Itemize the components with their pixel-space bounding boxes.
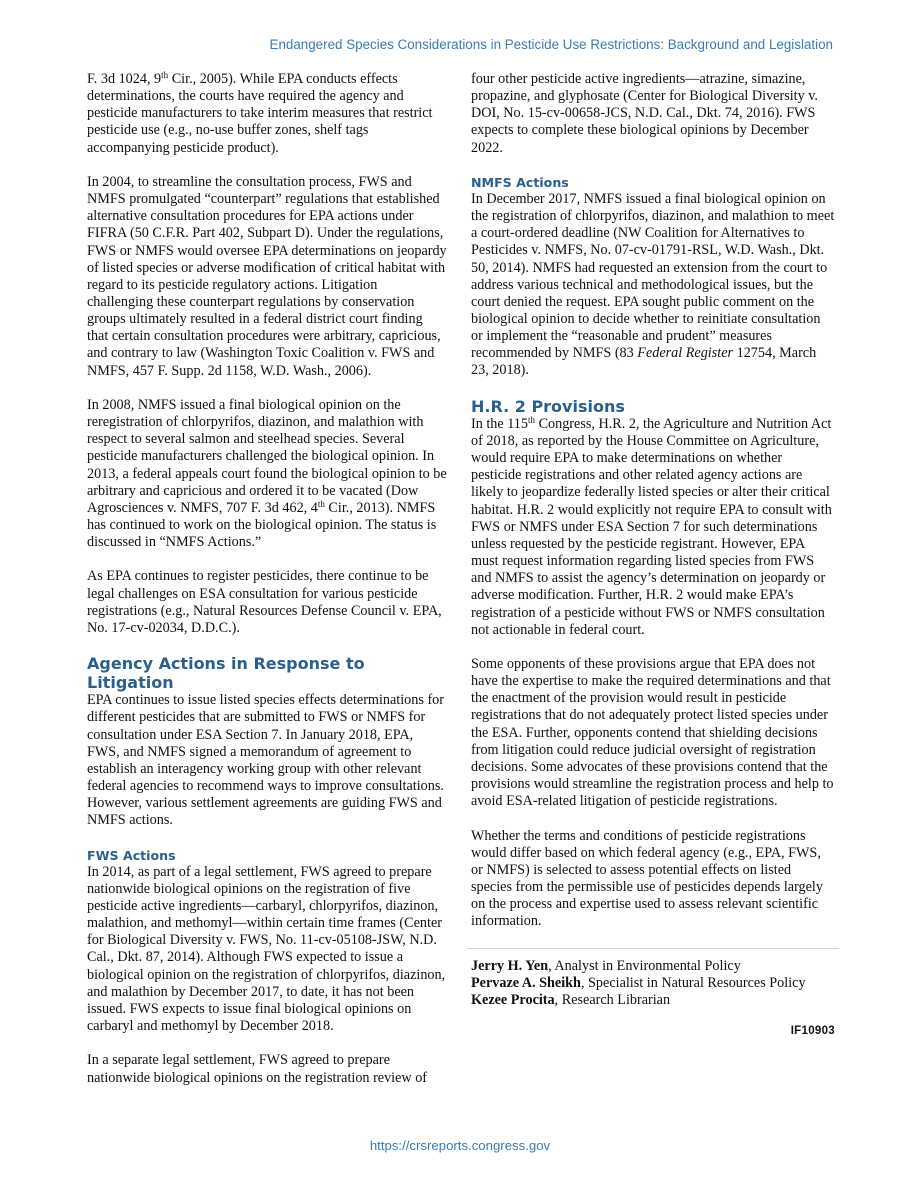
author-line: Jerry H. Yen, Analyst in Environmental Policy xyxy=(471,957,741,974)
left-column xyxy=(87,71,447,1087)
paragraph: In 2008, NMFS issued a final biological opinion on the reregistration of chlorpyrifos, diazinon, and malathion with respect to several salmon and steelhead species. Several pesticide manufacturers challenged the biological opinion. In 2013, a federal appeals court found the biological opinion to be arbitrary and capricious and ordered it to be vacated (Dow Agrosciences v. NMFS, 707 F. 3d 462, 4th Cir., 2013). NMFS has continued to work on the biological opinion. The status is discussed in “NMFS Actions.” xyxy=(87,396,447,551)
paragraph: In the 115th Congress, H.R. 2, the Agriculture and Nutrition Act of 2018, as reported by the House Committee on Agriculture, would require EPA to make determinations on whether pesticide registrations and other related agency actions are likely to jeopardize federally listed species or alter their critical habitat. H.R. 2 would explicitly not require EPA to consult with FWS or NMFS under ESA Section 7 for such determinations unless requested by the pesticide registrant. However, EPA must request information regarding listed species from FWS and NMFS to assist the agency’s determination on jeopardy or adverse modification. Further, H.R. 2 would make EPA’s registration of a pesticide without FWS or NMFS consultation not actionable in federal court. xyxy=(471,414,832,638)
author-line: Pervaze A. Sheikh, Specialist in Natural Resources Policy xyxy=(471,974,806,991)
paragraph: EPA continues to issue listed species effects determinations for different pesticides that are submitted to FWS or NMFS for consultation under ESA Section 7. In January 2018, EPA, FWS, and NMFS signed a memorandum of agreement to establish an interagency working group with other relevant federal agencies to recommend ways to improve consultations. However, various settlement agreements are guiding FWS and NMFS actions. xyxy=(87,692,444,829)
document-id: IF10903 xyxy=(790,1025,835,1038)
footer-link[interactable]: https://crsreports.congress.gov xyxy=(369,1138,551,1153)
subsection-heading-nmfs-actions: NMFS Actions xyxy=(471,174,569,190)
paragraph: four other pesticide active ingredients—atrazine, simazine, propazine, and glyphosate (Center for Biological Diversity v. DOI, No. 15-cv-00658-JCS, N.D. Cal., Dkt. 74, 2016). FWS expects to complete these biological opinions by December 2022. xyxy=(471,71,818,156)
section-heading-hr2-provisions: H.R. 2 Provisions xyxy=(471,396,625,416)
paragraph: Some opponents of these provisions argue that EPA does not have the expertise to make the required determinations and that the enactment of the provision would result in pesticide registrations that do not adequately protect listed species under the ESA. Further, opponents contend that shielding decisions from litigation could reduce judicial oversight of registration decisions. Some advocates of these provisions contend that the provisions would streamline the registration process and help to avoid ESA-related litigation of pesticide registrations. xyxy=(471,655,834,810)
subsection-heading-fws-actions: FWS Actions xyxy=(87,847,176,863)
paragraph: Whether the terms and conditions of pesticide registrations would differ based on which federal agency (e.g., EPA, FWS, or NMFS) is selected to assess potential effects on listed species from the permissible use of pesticides depends largely on the process and expertise used to assess relevant scientific information. xyxy=(471,827,823,930)
running-header: Endangered Species Considerations in Pesticide Use Restrictions: Background and Legislation xyxy=(269,37,833,52)
right-column xyxy=(471,71,835,1040)
paragraph: F. 3d 1024, 9th Cir., 2005). While EPA conducts effects determinations, the courts have required the agency and pesticide manufacturers to take interim measures that restrict pesticide use (e.g., no-use buffer zones, shelf tags accompanying pesticide product). xyxy=(87,70,433,156)
divider xyxy=(467,948,839,949)
paragraph: In a separate legal settlement, FWS agreed to prepare nationwide biological opinions on the registration review of xyxy=(87,1052,428,1086)
paragraph: In 2014, as part of a legal settlement, FWS agreed to prepare nationwide biological opinions on the registration of five pesticide active ingredients—carbaryl, chlorpyrifos, diazinon, malathion, and methomyl—within certain time frames (Center for Biological Diversity v. FWS, No. 11-cv-05108-JSW, N.D. Cal., Dkt. 87, 2014). Although FWS expected to issue a biological opinion on the registration of chlorpyrifos, diazinon, and malathion by December 2017, to date, it has not been issued. FWS expects to issue final biological opinions on carbaryl and methomyl by December 2018. xyxy=(87,863,446,1035)
paragraph: In 2004, to streamline the consultation process, FWS and NMFS promulgated “counterpart” regulations that established alternative consultation procedures for EPA actions under FIFRA (50 C.F.R. Part 402, Subpart D). Under the regulations, FWS or NMFS would oversee EPA determinations on jeopardy of listed species or adverse modification of critical habitat with regard to its pesticide regulatory actions. Litigation challenging these counterpart regulations by conservation groups ultimately resulted in a federal district court finding that certain consultation procedures were arbitrary, capricious, and contrary to law (Washington Toxic Coalition v. FWS and NMFS, 457 F. Supp. 2d 1158, W.D. Wash., 2006). xyxy=(87,173,447,379)
paragraph: As EPA continues to register pesticides, there continue to be legal challenges on ESA consultation for various pesticide registrations (e.g., Natural Resources Defense Council v. EPA, No. 17-cv-02034, D.D.C.). xyxy=(87,568,442,636)
paragraph: In December 2017, NMFS issued a final biological opinion on the registration of chlorpyrifos, diazinon, and malathion to meet a court-ordered deadline (NW Coalition for Alternatives to Pesticides v. NMFS, No. 07-cv-01791-RSL, W.D. Wash., Dkt. 50, 2014). NMFS had requested an extension from the court to address various technical and methodological issues, but the court denied the request. EPA sought public comment on the biological opinion to decide whether to reinitiate consultation or implement the “reasonable and prudent” measures recommended by NMFS (83 Federal Register 12754, March 23, 2018). xyxy=(471,190,835,379)
section-heading-agency-actions: Agency Actions in Response to Litigation xyxy=(87,654,365,693)
author-line: Kezee Procita, Research Librarian xyxy=(471,991,671,1008)
